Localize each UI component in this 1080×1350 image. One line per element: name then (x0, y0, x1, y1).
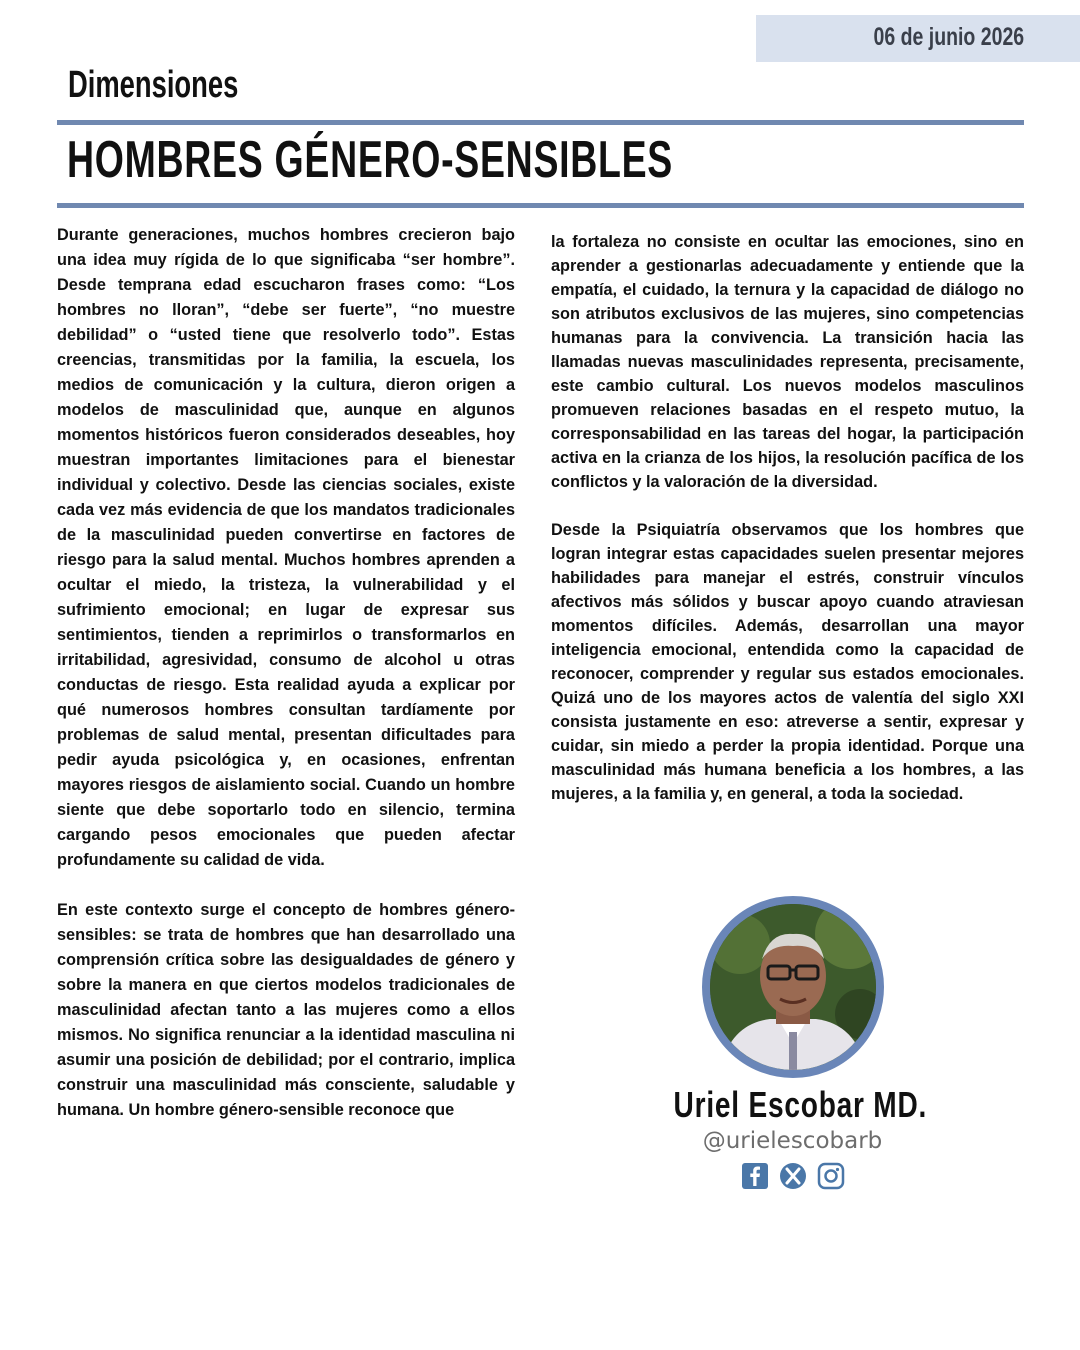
article-paragraph: En este contexto surge el concepto de hombres género-sensibles: se trata de hombres que han desarrollado una comprensión crítica sobre las desigualdades de género y sobre la manera en que ciertos modelos tradicionales de masculinidad afectan tanto a las mujeres como a ellos mismos. No significa renunciar a la identidad masculina ni asumir una posición de debilidad; por el contrario, implica construir una masculinidad más consciente, saludable y humana. Un hombre género-sensible reconoce que (57, 901, 515, 1119)
publication-date: 06 de junio 2026 (873, 23, 1024, 51)
instagram-icon[interactable] (817, 1162, 845, 1190)
article-headline: HOMBRES GÉNERO-SENSIBLES (67, 131, 673, 189)
social-links (640, 1162, 945, 1190)
article-paragraph: la fortaleza no consiste en ocultar las emociones, sino en aprender a gestionarlas adecuadamente y entiende que la empatía, el cuidado, la ternura y la capacidad de diálogo no son atributos exclusivos de las mujeres, sino competencias humanas para la convivencia. La transición hacia las llamadas nuevas masculinidades representa, precisamente, este cambio cultural. Los nuevos modelos masculinos promueven relaciones basadas en el respeto mutuo, la corresponsabilidad en las tareas del hogar, la participación activa en la crianza de los hijos, la resolución pacífica de los conflictos y la valoración de la diversidad. (551, 233, 1024, 491)
author-avatar (702, 896, 884, 1078)
section-label: Dimensiones (68, 64, 239, 106)
author-handle: @urielescobarb (702, 1128, 883, 1154)
article-column-right (551, 230, 1024, 806)
top-divider (57, 120, 1024, 125)
article-column-left (57, 223, 515, 1123)
facebook-icon[interactable] (741, 1162, 769, 1190)
article-paragraph: Durante generaciones, muchos hombres crecieron bajo una idea muy rígida de lo que significaba “ser hombre”. Desde temprana edad escucharon frases como: “Los hombres no lloran”, “debe ser fuerte”, “no muestre debilidad” o “usted tiene que resolverlo todo”. Estas creencias, transmitidas por la familia, la escuela, los medios de comunicación y la cultura, dieron origen a modelos de masculinidad que, aunque en algunos momentos históricos fueron considerados deseables, hoy muestran importantes limitaciones para el bienestar individual y colectivo. Desde las ciencias sociales, existe cada vez más evidencia de que los mandatos tradicionales de la masculinidad pueden convertirse en factores de riesgo para la salud mental. Muchos hombres aprenden a ocultar el miedo, la tristeza, la vulnerabilidad y el sufrimiento emocional; en lugar de expresar sus sentimientos, tienden a reprimirlos o transformarlos en irritabilidad, agresividad, consumo de alcohol u otras conductas de riesgo. Esta realidad ayuda a explicar por qué numerosos hombres consultan tardíamente por problemas de salud mental, presentan dificultades para pedir ayuda psicológica y, en ocasiones, enfrentan mayores riesgos de aislamiento social. Cuando un hombre siente que debe soportarlo todo en silencio, termina cargando pesos emocionales que pueden afectar profundamente su calidad de vida. (57, 226, 515, 869)
article-paragraph: Desde la Psiquiatría observamos que los hombres que logran integrar estas capacidades suelen presentar mejores habilidades para manejar el estrés, construir vínculos afectivos más sólidos y buscar apoyo cuando atraviesan momentos difíciles. Además, desarrollan una mayor inteligencia emocional, entendida como la capacidad de reconocer, comprender y regular sus estados emocionales. Quizá uno de los mayores actos de valentía del siglo XXI consista justamente en eso: atreverse a sentir, expresar y cuidar, sin miedo a perder la propia identidad. Porque una masculinidad más humana beneficia a los hombres, a las mujeres, a la familia y, en general, a toda la sociedad. (551, 521, 1024, 803)
bottom-divider (57, 203, 1024, 208)
author-name: Uriel Escobar MD. (673, 1084, 928, 1125)
date-banner (756, 15, 1080, 62)
x-icon[interactable] (779, 1162, 807, 1190)
portrait-image (710, 904, 876, 1070)
author-card (640, 896, 945, 1190)
